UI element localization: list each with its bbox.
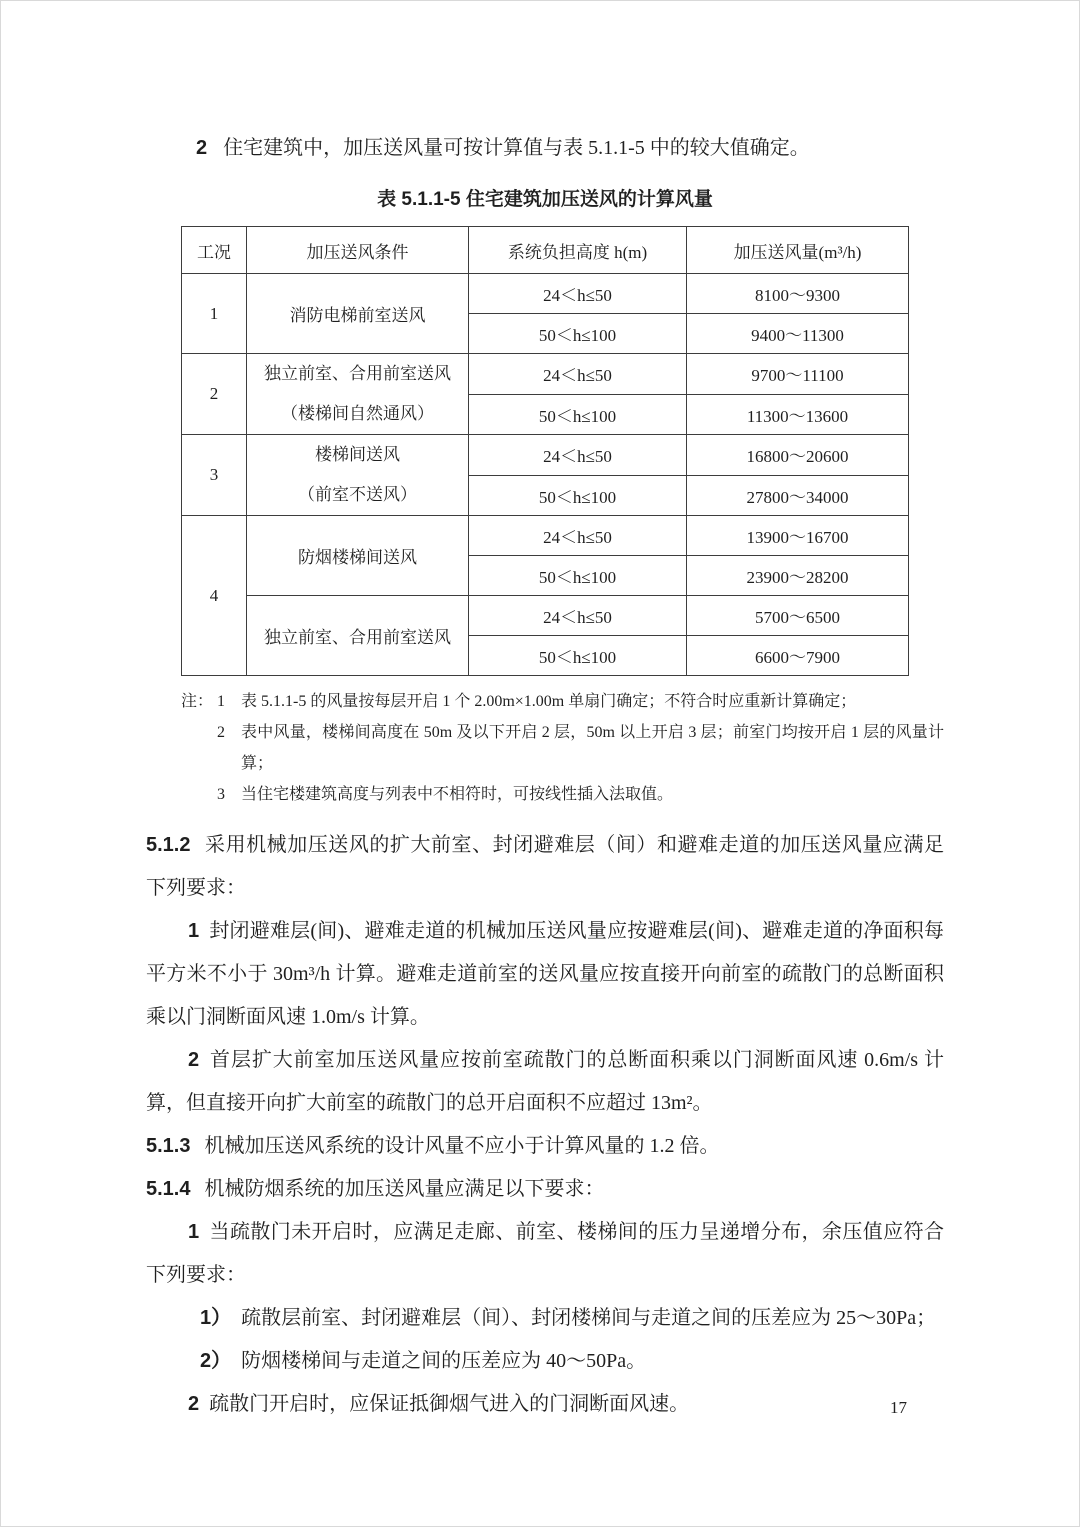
volume-cell: 27800～34000 [687,475,909,516]
note-number: 1 [217,693,225,710]
item-number: 2 [188,1049,200,1071]
height-cell: 24＜h≤50 [469,274,687,314]
note-number: 3 [217,786,225,803]
clause-text: 采用机械加压送风的扩大前室、封闭避难层（间）和避难走道的加压送风量应满足下列要求： [146,834,944,899]
note-label: 注： [181,693,214,710]
note-number: 2 [217,724,225,741]
subitem-paragraph [146,1297,944,1340]
height-cell: 24＜h≤50 [469,516,687,556]
clause-paragraph [146,1168,944,1211]
item-number: 1 [188,1221,200,1243]
condition-cell: 防烟楼梯间送风 [247,516,469,596]
note-text: 当住宅楼建筑高度与列表中不相符时，可按线性插入法取值。 [241,786,674,803]
intro-paragraph [146,133,944,163]
header-cell-height: 系统负担高度 h(m) [469,227,687,274]
subitem-number: 2） [200,1350,232,1372]
volume-cell: 5700～6500 [687,596,909,636]
height-cell: 50＜h≤100 [469,475,687,516]
condition-line-1: 楼梯间送风 [315,445,400,464]
height-cell: 50＜h≤100 [469,314,687,354]
clause-text: 机械防烟系统的加压送风量应满足以下要求： [204,1178,605,1200]
condition-cell [247,435,469,516]
item-number: 2 [188,1393,200,1415]
clause-text: 机械加压送风系统的设计风量不应小于计算风量的 1.2 倍。 [204,1135,720,1157]
volume-cell: 13900～16700 [687,516,909,556]
height-cell: 50＜h≤100 [469,556,687,596]
height-cell: 50＜h≤100 [469,394,687,435]
case-cell: 3 [182,435,247,516]
table-row [182,435,909,476]
subitem-text: 疏散层前室、封闭避难层（间）、封闭楼梯间与走道之间的压差应为 25～30Pa； [241,1307,937,1329]
item-paragraph [146,1211,944,1297]
volume-cell: 23900～28200 [687,556,909,596]
intro-text: 住宅建筑中，加压送风量可按计算值与表 5.1.1-5 中的较大值确定。 [223,137,810,159]
height-cell: 50＜h≤100 [469,636,687,676]
volume-cell: 8100～9300 [687,274,909,314]
note-text: 表 5.1.1-5 的风量按每层开启 1 个 2.00m×1.00m 单扇门确定；不符合时应重新计算确定； [241,693,857,710]
note-label [181,779,217,810]
case-cell: 1 [182,274,247,354]
note-row [181,686,944,717]
note-label [181,717,217,779]
condition-cell [247,354,469,435]
clause-paragraph [146,1125,944,1168]
item-paragraph [146,910,944,1039]
header-cell-condition: 加压送风条件 [247,227,469,274]
volume-cell: 9700～11100 [687,354,909,395]
subitem-paragraph [146,1340,944,1383]
table-notes [181,686,944,810]
case-cell: 2 [182,354,247,435]
note-text: 表中风量，楼梯间高度在 50m 及以下开启 2 层，50m 以上开启 3 层；前室门均按开启 1 层的风量计算； [241,724,944,772]
table-title: 表 5.1.1-5 住宅建筑加压送风的计算风量 [377,189,713,210]
height-cell: 24＜h≤50 [469,435,687,476]
condition-line-2: （前室不送风） [298,485,417,504]
header-cell-volume: 加压送风量(m³/h) [687,227,909,274]
item-text: 当疏散门未开启时，应满足走廊、前室、楼梯间的压力呈递增分布，余压值应符合下列要求： [146,1221,944,1286]
case-cell: 4 [182,516,247,676]
volume-cell: 9400～11300 [687,314,909,354]
table-header-row [182,227,909,274]
item-paragraph [146,1383,944,1426]
item-text: 封闭避难层(间)、避难走道的机械加压送风量应按避难层(间)、避难走道的净面积每平方米不小于 30m³/h 计算。避难走道前室的送风量应按直接开向前室的疏散门的总断面积乘以门洞断面风速 1.0m/s 计算。 [146,920,944,1028]
condition-line-1: 独立前室、合用前室送风 [264,364,451,383]
condition-line-2: （楼梯间自然通风） [281,404,434,423]
volume-cell: 6600～7900 [687,636,909,676]
clause-number: 5.1.2 [146,834,191,856]
table-row [182,274,909,314]
page-number: 17 [890,1398,907,1417]
condition-cell: 消防电梯前室送风 [247,274,469,354]
table-row [182,596,909,636]
table-row [182,516,909,556]
volume-cell: 16800～20600 [687,435,909,476]
item-text: 首层扩大前室加压送风量应按前室疏散门的总断面积乘以门洞断面风速 0.6m/s 计算，但直接开向扩大前室的疏散门的总开启面积不应超过 13m²。 [146,1049,944,1114]
height-cell: 24＜h≤50 [469,354,687,395]
header-cell-case: 工况 [182,227,247,274]
item-paragraph [146,1039,944,1125]
volume-cell: 11300～13600 [687,394,909,435]
pressurization-air-volume-table [181,226,909,676]
item-number: 1 [188,920,200,942]
subitem-text: 防烟楼梯间与走道之间的压差应为 40～50Pa。 [241,1350,647,1372]
condition-cell: 独立前室、合用前室送风 [247,596,469,676]
note-row [181,779,944,810]
clauses-body [146,824,944,1426]
clause-number: 5.1.3 [146,1135,191,1157]
item-text: 疏散门开启时，应保证抵御烟气进入的门洞断面风速。 [209,1393,690,1415]
subitem-number: 1） [200,1307,232,1329]
note-row [181,717,944,779]
clause-paragraph [146,824,944,910]
table-row [182,354,909,395]
page-content [1,1,1079,1426]
intro-item-number: 2 [196,137,208,159]
height-cell: 24＜h≤50 [469,596,687,636]
clause-number: 5.1.4 [146,1178,191,1200]
